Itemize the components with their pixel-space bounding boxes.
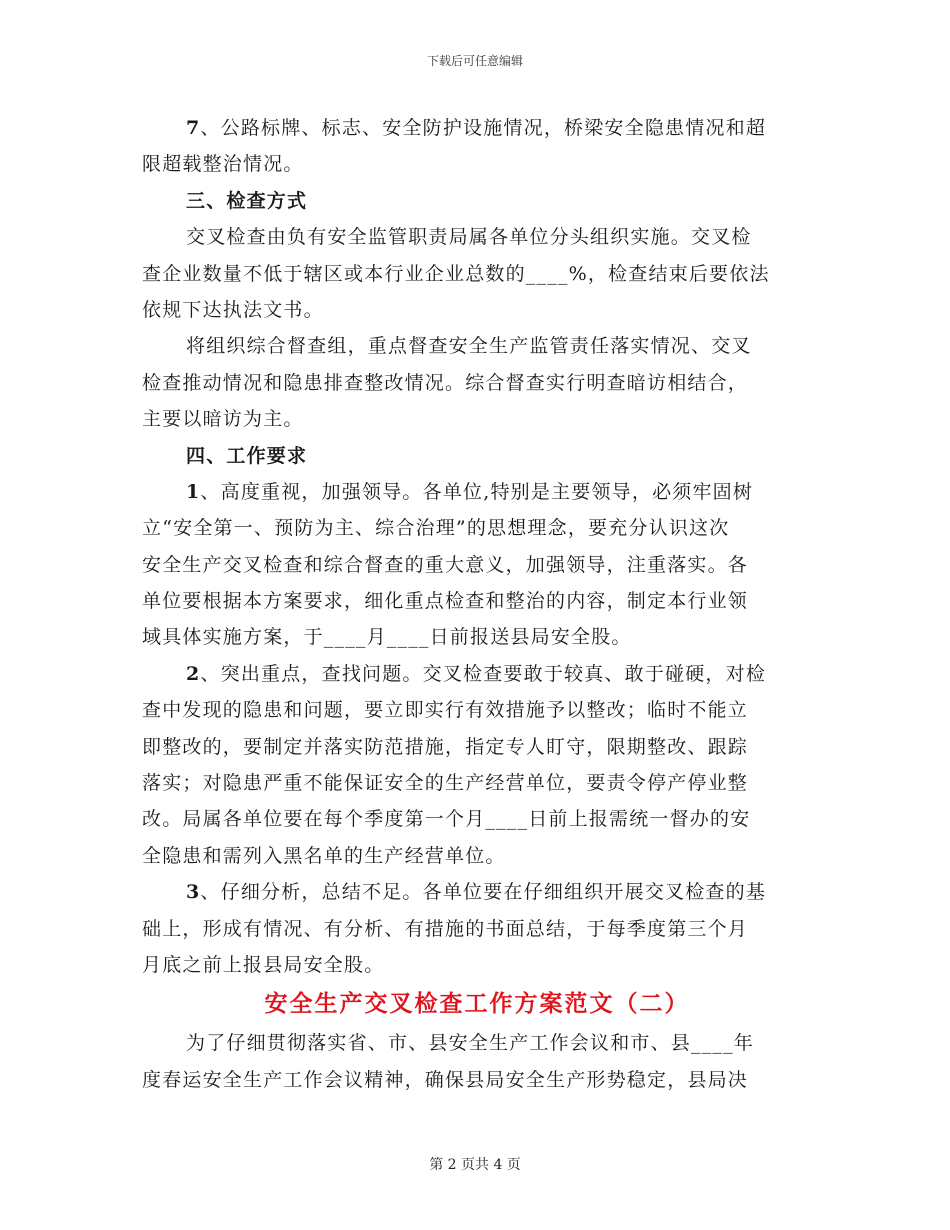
- paragraph-line: 改。局属各单位要在每个季度第一个月____日前上报需统一督办的安: [142, 808, 751, 831]
- list-item-line: [142, 874, 812, 910]
- paragraph-line: 月底之前上报县局安全股。: [142, 953, 385, 976]
- paragraph-line: 主要以暗访为主。: [142, 408, 304, 431]
- item-text: 、突出重点，查找问题。交叉检查要敢于较真、敢于碰硬，对检: [200, 662, 767, 685]
- paragraph-line: 检查推动情况和隐患排查整改情况。综合督查实行明查暗访相结合，: [142, 371, 749, 394]
- page-footer: 第 2 页共 4 页: [429, 1157, 521, 1173]
- item-number: 1: [186, 480, 201, 503]
- item-number: 7: [186, 117, 201, 139]
- section-heading: 四、工作要求: [186, 444, 308, 467]
- paragraph-line: 查企业数量不低于辖区或本行业企业总数的____%，检查结束后要依法: [142, 262, 770, 285]
- section-title: 安全生产交叉检查工作方案范文（二）: [264, 990, 690, 1018]
- paragraph-line: 单位要根据本方案要求，细化重点检查和整治的内容，制定本行业领: [142, 590, 749, 613]
- item-number: 3: [186, 881, 201, 904]
- paragraph-line: 域具体实施方案，于____月____日前报送县局安全股。: [142, 626, 632, 649]
- paragraph-first-line: 交叉检查由负有安全监管职责局属各单位分头组织实施。交叉检: [186, 226, 752, 249]
- item-text: 、公路标牌、标志、安全防护设施情况，桥梁安全隐患情况和超: [200, 117, 767, 139]
- list-item-line: [142, 656, 812, 692]
- document-body: [142, 110, 812, 1098]
- paragraph-first-line: 将组织综合督查组，重点督查安全生产监管责任落实情况、交叉: [186, 335, 752, 358]
- paragraph-line: 度春运安全生产工作会议精神，确保县局安全生产形势稳定，县局决: [142, 1068, 749, 1091]
- paragraph-line: 全隐患和需列入黑名单的生产经营单位。: [142, 844, 506, 867]
- list-item-line: [142, 110, 812, 146]
- paragraph-line: 依规下达执法文书。: [142, 298, 324, 321]
- paragraph-line: 查中发现的隐患和问题，要立即实行有效措施予以整改；临时不能立: [142, 699, 749, 722]
- page-header: 下载后可任意编辑: [426, 54, 523, 68]
- paragraph-line: 安全生产交叉检查和综合督查的重大意义，加强领导，注重落实。各: [142, 553, 749, 576]
- list-item-line: [142, 474, 812, 510]
- item-text: 、仔细分析，总结不足。各单位要在仔细组织开展交叉检查的基: [200, 881, 767, 904]
- paragraph-line: 立“安全第一、预防为主、综合治理”的思想理念，要充分认识这次: [142, 517, 730, 540]
- paragraph-line: 落实；对隐患严重不能保证安全的生产经营单位，要责令停产停业整: [142, 772, 749, 795]
- paragraph-line: 即整改的，要制定并落实防范措施，指定专人盯守，限期整改、跟踪: [142, 735, 749, 758]
- item-text: 、高度重视，加强领导。各单位,特别是主要领导，必须牢固树: [200, 480, 754, 503]
- paragraph-line: 限超载整治情况。: [142, 153, 304, 176]
- section-heading: 三、检查方式: [186, 189, 308, 212]
- paragraph-first-line: 为了仔细贯彻落实省、市、县安全生产工作会议和市、县____年: [186, 1032, 755, 1055]
- item-number: 2: [186, 662, 201, 685]
- paragraph-line: 础上，形成有情况、有分析、有措施的书面总结，于每季度第三个月: [142, 917, 749, 940]
